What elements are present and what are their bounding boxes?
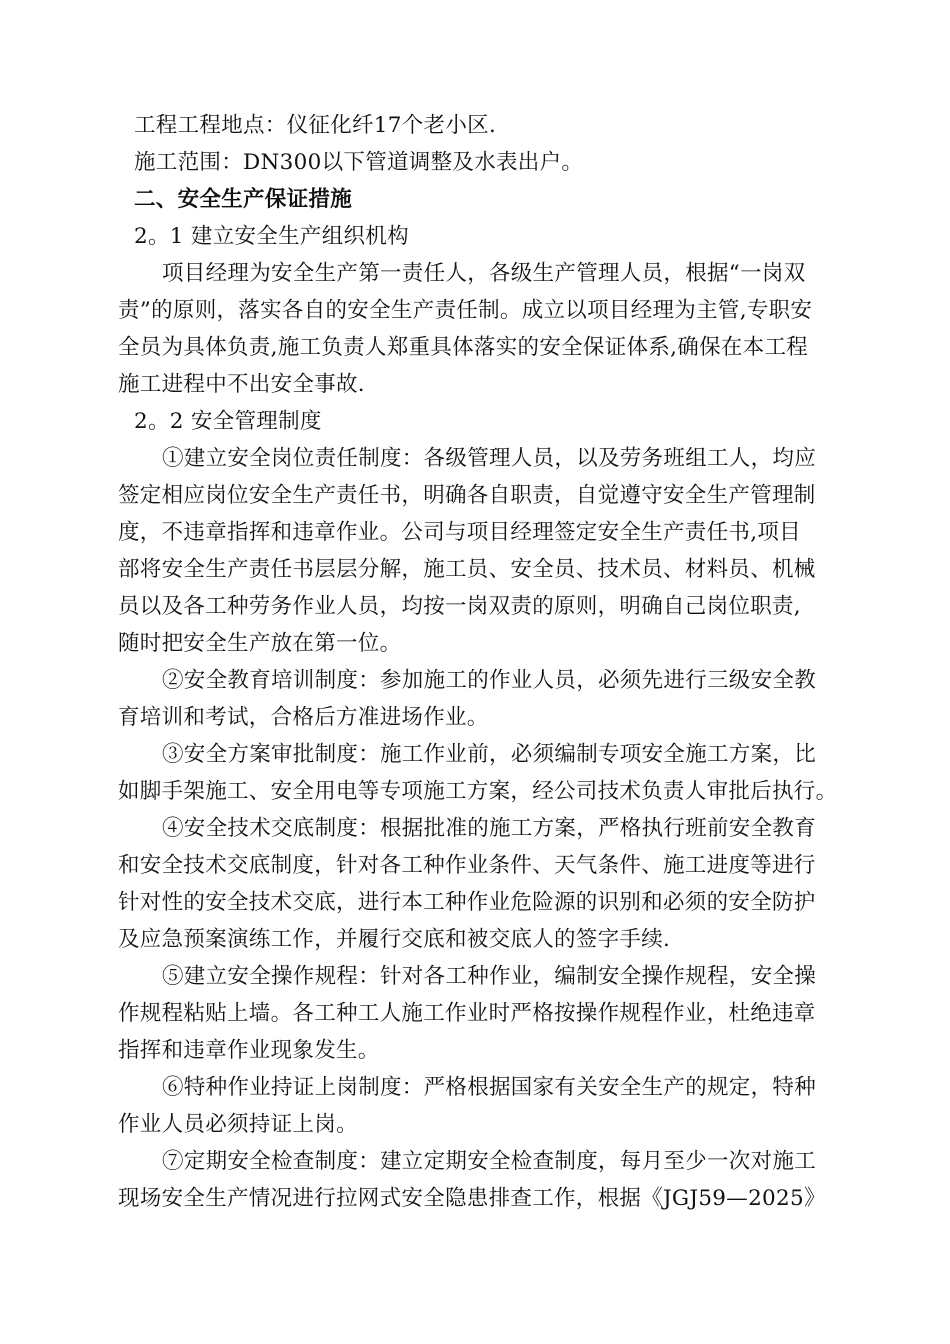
item-1-line: 度，不违章指挥和违章作业。公司与项目经理签定安全生产责任书,项目: [118, 520, 801, 545]
item-5-line: ⑤建立安全操作规程：针对各工种作业，编制安全操作规程，安全操: [162, 964, 817, 989]
project-location-line: 工程工程地点：仪征化纤17个老小区.: [134, 113, 497, 138]
item-4-line: 针对性的安全技术交底，进行本工种作业危险源的识别和必须的安全防护: [118, 890, 816, 915]
paragraph-line: 责”的原则，落实各自的安全生产责任制。成立以项目经理为主管,专职安: [118, 298, 813, 323]
item-1-line: 部将安全生产责任书层层分解，施工员、安全员、技术员、材料员、机械: [118, 557, 816, 582]
item-3-line: ③安全方案审批制度：施工作业前，必须编制专项安全施工方案，比: [162, 742, 817, 767]
section-heading: 二、安全生产保证措施: [134, 187, 353, 212]
construction-scope-line: 施工范围：DN300以下管道调整及水表出户。: [134, 150, 584, 175]
item-4-line: 及应急预案演练工作，并履行交底和被交底人的签字手续.: [118, 927, 671, 952]
item-1-line: 签定相应岗位安全生产责任书，明确各自职责，自觉遵守安全生产管理制: [118, 483, 816, 508]
paragraph-line: 施工进程中不出安全事故.: [118, 372, 365, 397]
item-7-line: ⑦定期安全检查制度：建立定期安全检查制度，每月至少一次对施工: [162, 1149, 817, 1174]
item-1-line: 员以及各工种劳务作业人员，均按一岗双责的原则，明确自己岗位职责,: [118, 594, 801, 619]
item-4-line: ④安全技术交底制度：根据批准的施工方案，严格执行班前安全教育: [162, 816, 817, 841]
item-4-line: 和安全技术交底制度，针对各工种作业条件、天气条件、施工进度等进行: [118, 853, 816, 878]
item-2-line: 育培训和考试，合格后方准进场作业。: [118, 705, 489, 730]
item-1-line: 随时把安全生产放在第一位。: [118, 631, 402, 656]
item-7-line: 现场安全生产情况进行拉网式安全隐患排查工作，根据《JGJ59—2025》: [118, 1186, 826, 1211]
item-3-line: 如脚手架施工、安全用电等专项施工方案，经公司技术负责人审批后执行。: [118, 779, 838, 804]
paragraph-line: 全员为具体负责,施工负责人郑重具体落实的安全保证体系,确保在本工程: [118, 335, 809, 360]
item-6-line: 作业人员必须持证上岗。: [118, 1112, 358, 1137]
document-page: [118, 107, 838, 1217]
paragraph-line: 项目经理为安全生产第一责任人，各级生产管理人员，根据“一岗双: [162, 261, 806, 286]
item-2-line: ②安全教育培训制度：参加施工的作业人员，必须先进行三级安全教: [162, 668, 817, 693]
subsection-2-1-heading: 2。1 建立安全生产组织机构: [134, 224, 409, 249]
item-6-line: ⑥特种作业持证上岗制度：严格根据国家有关安全生产的规定，特种: [162, 1075, 817, 1100]
item-5-line: 指挥和违章作业现象发生。: [118, 1038, 380, 1063]
item-1-line: ①建立安全岗位责任制度：各级管理人员，以及劳务班组工人，均应: [162, 446, 817, 471]
item-5-line: 作规程粘贴上墙。各工种工人施工作业时严格按操作规程作业，杜绝违章: [118, 1001, 816, 1026]
subsection-2-2-heading: 2。2 安全管理制度: [134, 409, 322, 434]
